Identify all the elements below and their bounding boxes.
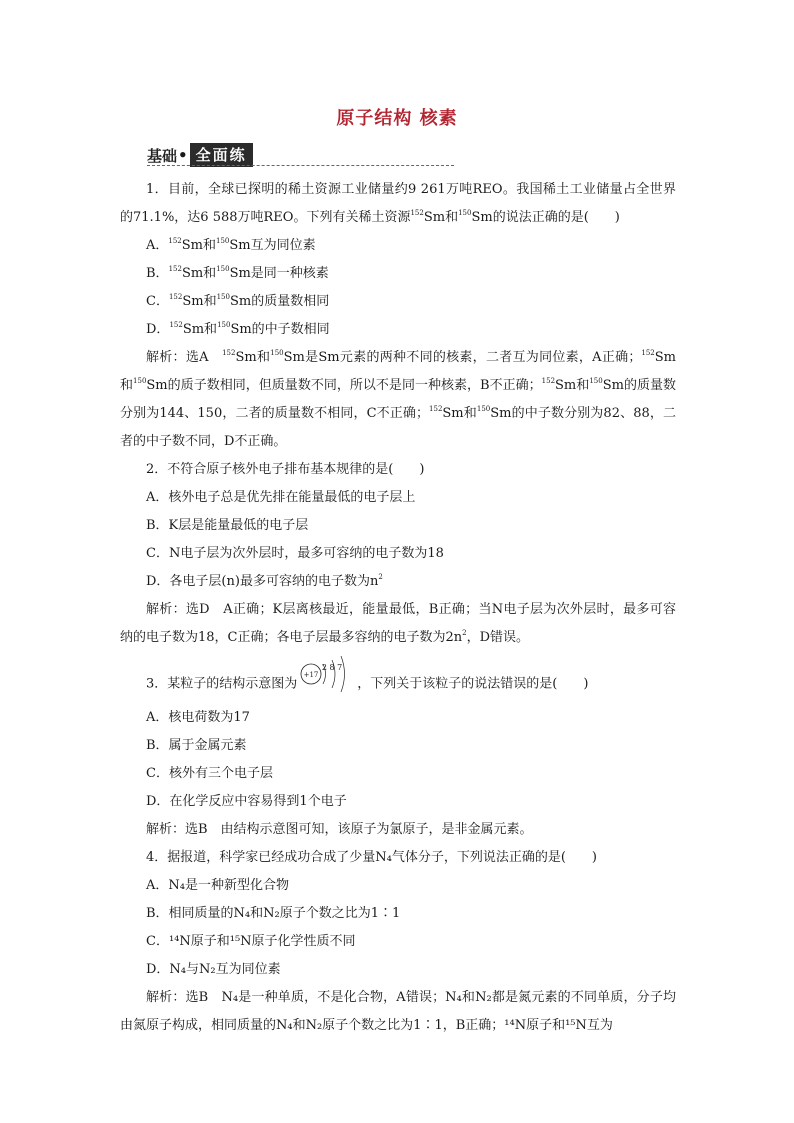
q4-analysis: 解析：选B N₄是一种单质，不是化合物，A错误；N₄和N₂都是氮元素的不同单质，分子均由氮原子构成，相同质量的N₄和N₂原子个数之比为1∶1，B正确；¹⁴N原子和¹⁵N互为 bbox=[120, 990, 676, 1033]
section-divider bbox=[147, 165, 454, 166]
nucleus-charge: +17 bbox=[303, 671, 319, 679]
q3-option-d: D．在化学反应中容易得到1个电子 bbox=[146, 794, 347, 809]
section-header bbox=[147, 143, 253, 167]
q3-option-a: A．核电荷数为17 bbox=[146, 710, 250, 725]
q4-option-c: C．¹⁴N原子和¹⁵N原子化学性质不同 bbox=[146, 934, 356, 949]
q3-analysis: 解析：选B 由结构示意图可知，该原子为氯原子，是非金属元素。 bbox=[146, 822, 533, 837]
q4-option-d: D．N₄与N₂互为同位素 bbox=[146, 962, 281, 977]
q1-option-d: D．$^{152}$Sm和$^{150}$Sm的中子数相同 bbox=[146, 320, 330, 337]
q2-option-a: A．核外电子总是优先排在能量最低的电子层上 bbox=[146, 490, 416, 505]
section-dot: • bbox=[178, 146, 188, 164]
q1-option-c: C．$^{152}$Sm和$^{150}$Sm的质量数相同 bbox=[146, 292, 330, 309]
q2-option-b: B．K层是能量最低的电子层 bbox=[146, 518, 309, 533]
page-title: 原子结构 核素 bbox=[336, 108, 458, 129]
q1-option-a: A．$^{152}$Sm和$^{150}$Sm互为同位素 bbox=[146, 236, 316, 253]
shell-arc-3 bbox=[341, 656, 345, 692]
shell-electrons: 2 8 7 bbox=[322, 663, 343, 672]
q2-analysis: 解析：选D A正确；K层离核最近，能量最低，B正确；当N电子层为次外层时，最多可容纳的电子数为18，C正确；各电子层最多容纳的电子数为$2n^2$，D错误。 bbox=[120, 602, 676, 645]
section-label: 基础 bbox=[147, 146, 178, 165]
q4-option-a: A．N₄是一种新型化合物 bbox=[146, 878, 289, 893]
q1-stem: 1．目前，全球已探明的稀土资源工业储量约9 261万吨REO。我国稀土工业储量占全世界的71.1%，达6 588万吨REO。下列有关稀土资源$^{152}$Sm和$^{150}$Sm的说法正确的是( ) bbox=[120, 182, 676, 225]
section-badge: 全面练 bbox=[190, 143, 253, 167]
q3-stem: 3．某粒子的结构示意图为 +17 2 8 7 ，下列关于该粒子的说法错误的是( ) bbox=[120, 664, 676, 704]
q4-option-b: B．相同质量的N₄和N₂原子个数之比为1∶1 bbox=[146, 906, 401, 921]
q1-option-b: B．$^{152}$Sm和$^{150}$Sm是同一种核素 bbox=[146, 264, 329, 281]
atom-structure-diagram bbox=[299, 654, 355, 694]
q3-option-c: C．核外有三个电子层 bbox=[146, 766, 273, 781]
question-content bbox=[120, 176, 676, 1040]
q2-stem: 2．不符合原子核外电子排布基本规律的是( ) bbox=[146, 462, 425, 477]
q2-option-c: C．N电子层为次外层时，最多可容纳的电子数为18 bbox=[146, 546, 444, 561]
q1-analysis: 解析：选A $^{152}$Sm和$^{150}$Sm是Sm元素的两种不同的核素，二者互为同位素，A正确；$^{152}$Sm和$^{150}$Sm的质子数相同，但质量数不同，所以不是同一种核素，B不正确；$^{152}$Sm和$^{150}$Sm的质量数分别为144、150，二者的质量数不相同，C不正确；$^{152}$Sm和$^{150}$Sm的中子数分别为82、88，二者的中子数不同，D不正确。 bbox=[120, 348, 676, 449]
q4-stem: 4．据报道，科学家已经成功合成了少量N₄气体分子，下列说法正确的是( ) bbox=[146, 850, 598, 865]
q2-option-d: D．各电子层(n)最多可容纳的电子数为$n^2$ bbox=[146, 572, 383, 589]
q3-option-b: B．属于金属元素 bbox=[146, 738, 247, 753]
